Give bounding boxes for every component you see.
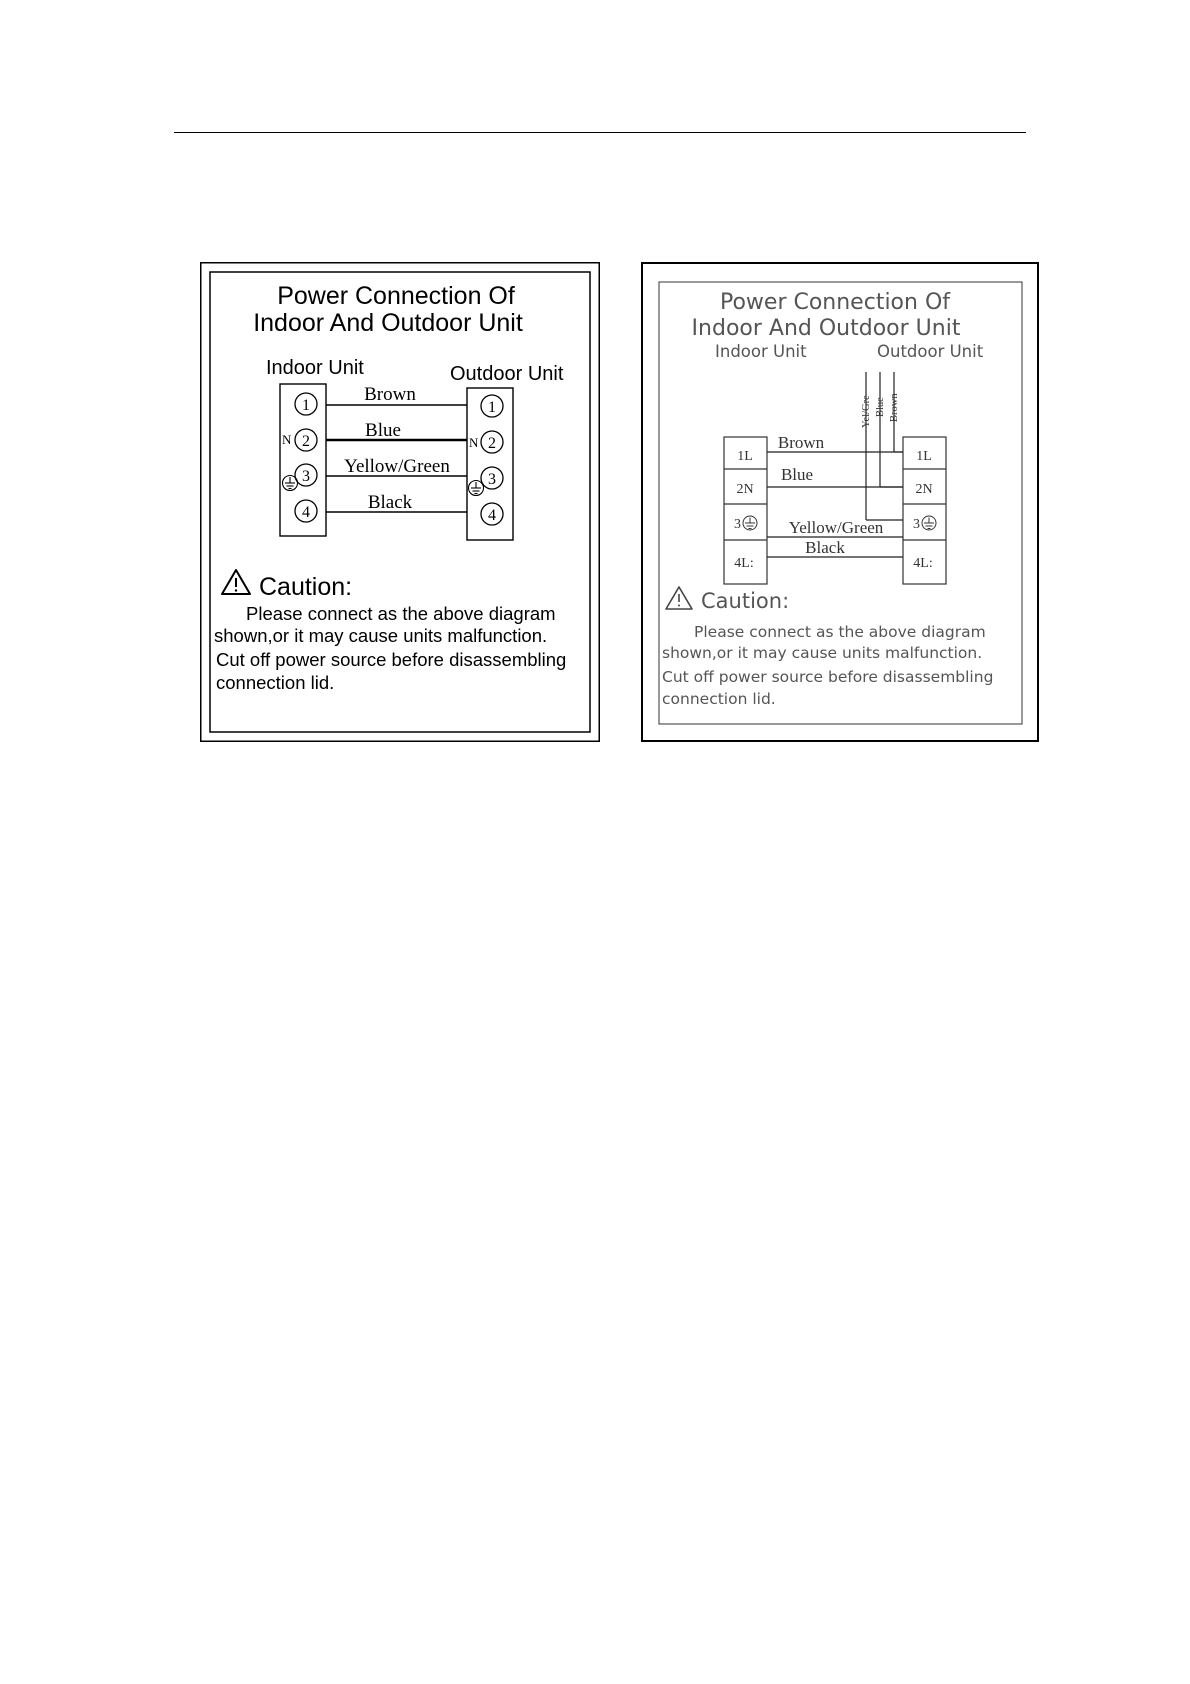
left-indoor-terminal-3 <box>295 464 317 486</box>
left-indoor-terminal-1-number: 1 <box>302 397 310 414</box>
left-title-line2: Indoor And Outdoor Unit <box>253 309 523 337</box>
right-caution-line-1: Please connect as the above diagram <box>694 623 986 641</box>
right-caution-line-3: Cut off power source before disassembling <box>662 668 994 686</box>
right-vertical-label-brown: Brown <box>889 393 900 422</box>
left-outdoor-terminal-4-number: 4 <box>488 507 496 524</box>
right-outdoor-terminal-4: 4L: <box>913 556 933 571</box>
right-indoor-terminal-4: 4L: <box>734 556 754 571</box>
left-outdoor-terminal-3 <box>481 467 503 489</box>
left-title-line1: Power Connection Of <box>277 282 515 310</box>
left-indoor-terminal-4 <box>295 500 317 522</box>
right-wiring-label <box>641 262 1039 742</box>
right-indoor-terminal-1: 1L <box>737 449 753 464</box>
left-caution-title: Caution: <box>259 573 353 601</box>
left-indoor-terminal-3-number: 3 <box>302 468 310 485</box>
left-indoor-terminal-2 <box>295 429 317 451</box>
left-indoor-neutral-mark: N <box>282 432 292 447</box>
right-indoor-label: Indoor Unit <box>715 342 807 361</box>
left-wiring-svg <box>200 262 600 742</box>
left-caution-line-4: connection lid. <box>216 672 335 693</box>
right-wire-label-black: Black <box>805 538 845 557</box>
left-outdoor-neutral-mark: N <box>469 435 479 450</box>
right-indoor-terminal-3: 3 <box>734 517 741 532</box>
left-outdoor-terminal-2 <box>481 431 503 453</box>
right-outdoor-ground-icon <box>922 516 936 530</box>
right-outdoor-terminal-2: 2N <box>915 482 933 497</box>
left-outdoor-terminal-2-number: 2 <box>488 435 496 452</box>
right-warning-icon <box>666 587 692 609</box>
right-vertical-label-yel-gre: Yel/Gre <box>861 395 872 428</box>
right-wire-label-yellow-green: Yellow/Green <box>788 518 884 537</box>
right-title-line2: Indoor And Outdoor Unit <box>691 316 961 341</box>
left-wire-label-yellow-green: Yellow/Green <box>344 456 450 477</box>
left-outdoor-label: Outdoor Unit <box>450 363 564 385</box>
right-indoor-terminal-2: 2N <box>736 482 754 497</box>
left-caution-line-2: shown,or it may cause units malfunction. <box>214 625 548 646</box>
right-wire-label-blue: Blue <box>780 465 814 484</box>
header-rule <box>174 132 1026 133</box>
left-indoor-label: Indoor Unit <box>266 357 364 379</box>
right-title-line1: Power Connection Of <box>719 290 951 315</box>
left-indoor-terminal-2-number: 2 <box>302 433 310 450</box>
left-outdoor-terminal-4 <box>481 503 503 525</box>
right-outdoor-terminal-1: 1L <box>916 449 932 464</box>
left-outdoor-terminal-1 <box>481 395 503 417</box>
left-caution-line-1: Please connect as the above diagram <box>246 603 556 624</box>
right-outdoor-label: Outdoor Unit <box>877 342 984 361</box>
left-warning-icon <box>222 570 250 594</box>
left-caution-line-3: Cut off power source before disassembling <box>216 649 567 670</box>
left-wire-label-blue: Blue <box>365 420 401 441</box>
right-caution-title: Caution: <box>701 589 790 613</box>
left-outdoor-terminal-3-number: 3 <box>488 471 496 488</box>
right-outdoor-terminal-3: 3 <box>913 517 920 532</box>
left-outdoor-terminal-1-number: 1 <box>488 399 496 416</box>
left-wiring-label <box>200 262 600 742</box>
left-indoor-ground-icon <box>283 476 298 491</box>
right-wiring-svg <box>641 262 1039 742</box>
right-caution-line-4: connection lid. <box>662 690 776 708</box>
right-wire-label-brown: Brown <box>777 433 825 452</box>
left-wire-label-black: Black <box>367 492 413 513</box>
right-caution-line-2: shown,or it may cause units malfunction. <box>662 644 983 662</box>
left-outdoor-ground-icon <box>469 481 484 496</box>
left-wire-label-brown: Brown <box>364 384 416 405</box>
right-vertical-label-blue: Blue <box>875 397 886 417</box>
right-indoor-ground-icon <box>743 516 757 530</box>
left-indoor-terminal-4-number: 4 <box>302 504 310 521</box>
left-indoor-terminal-1 <box>295 393 317 415</box>
